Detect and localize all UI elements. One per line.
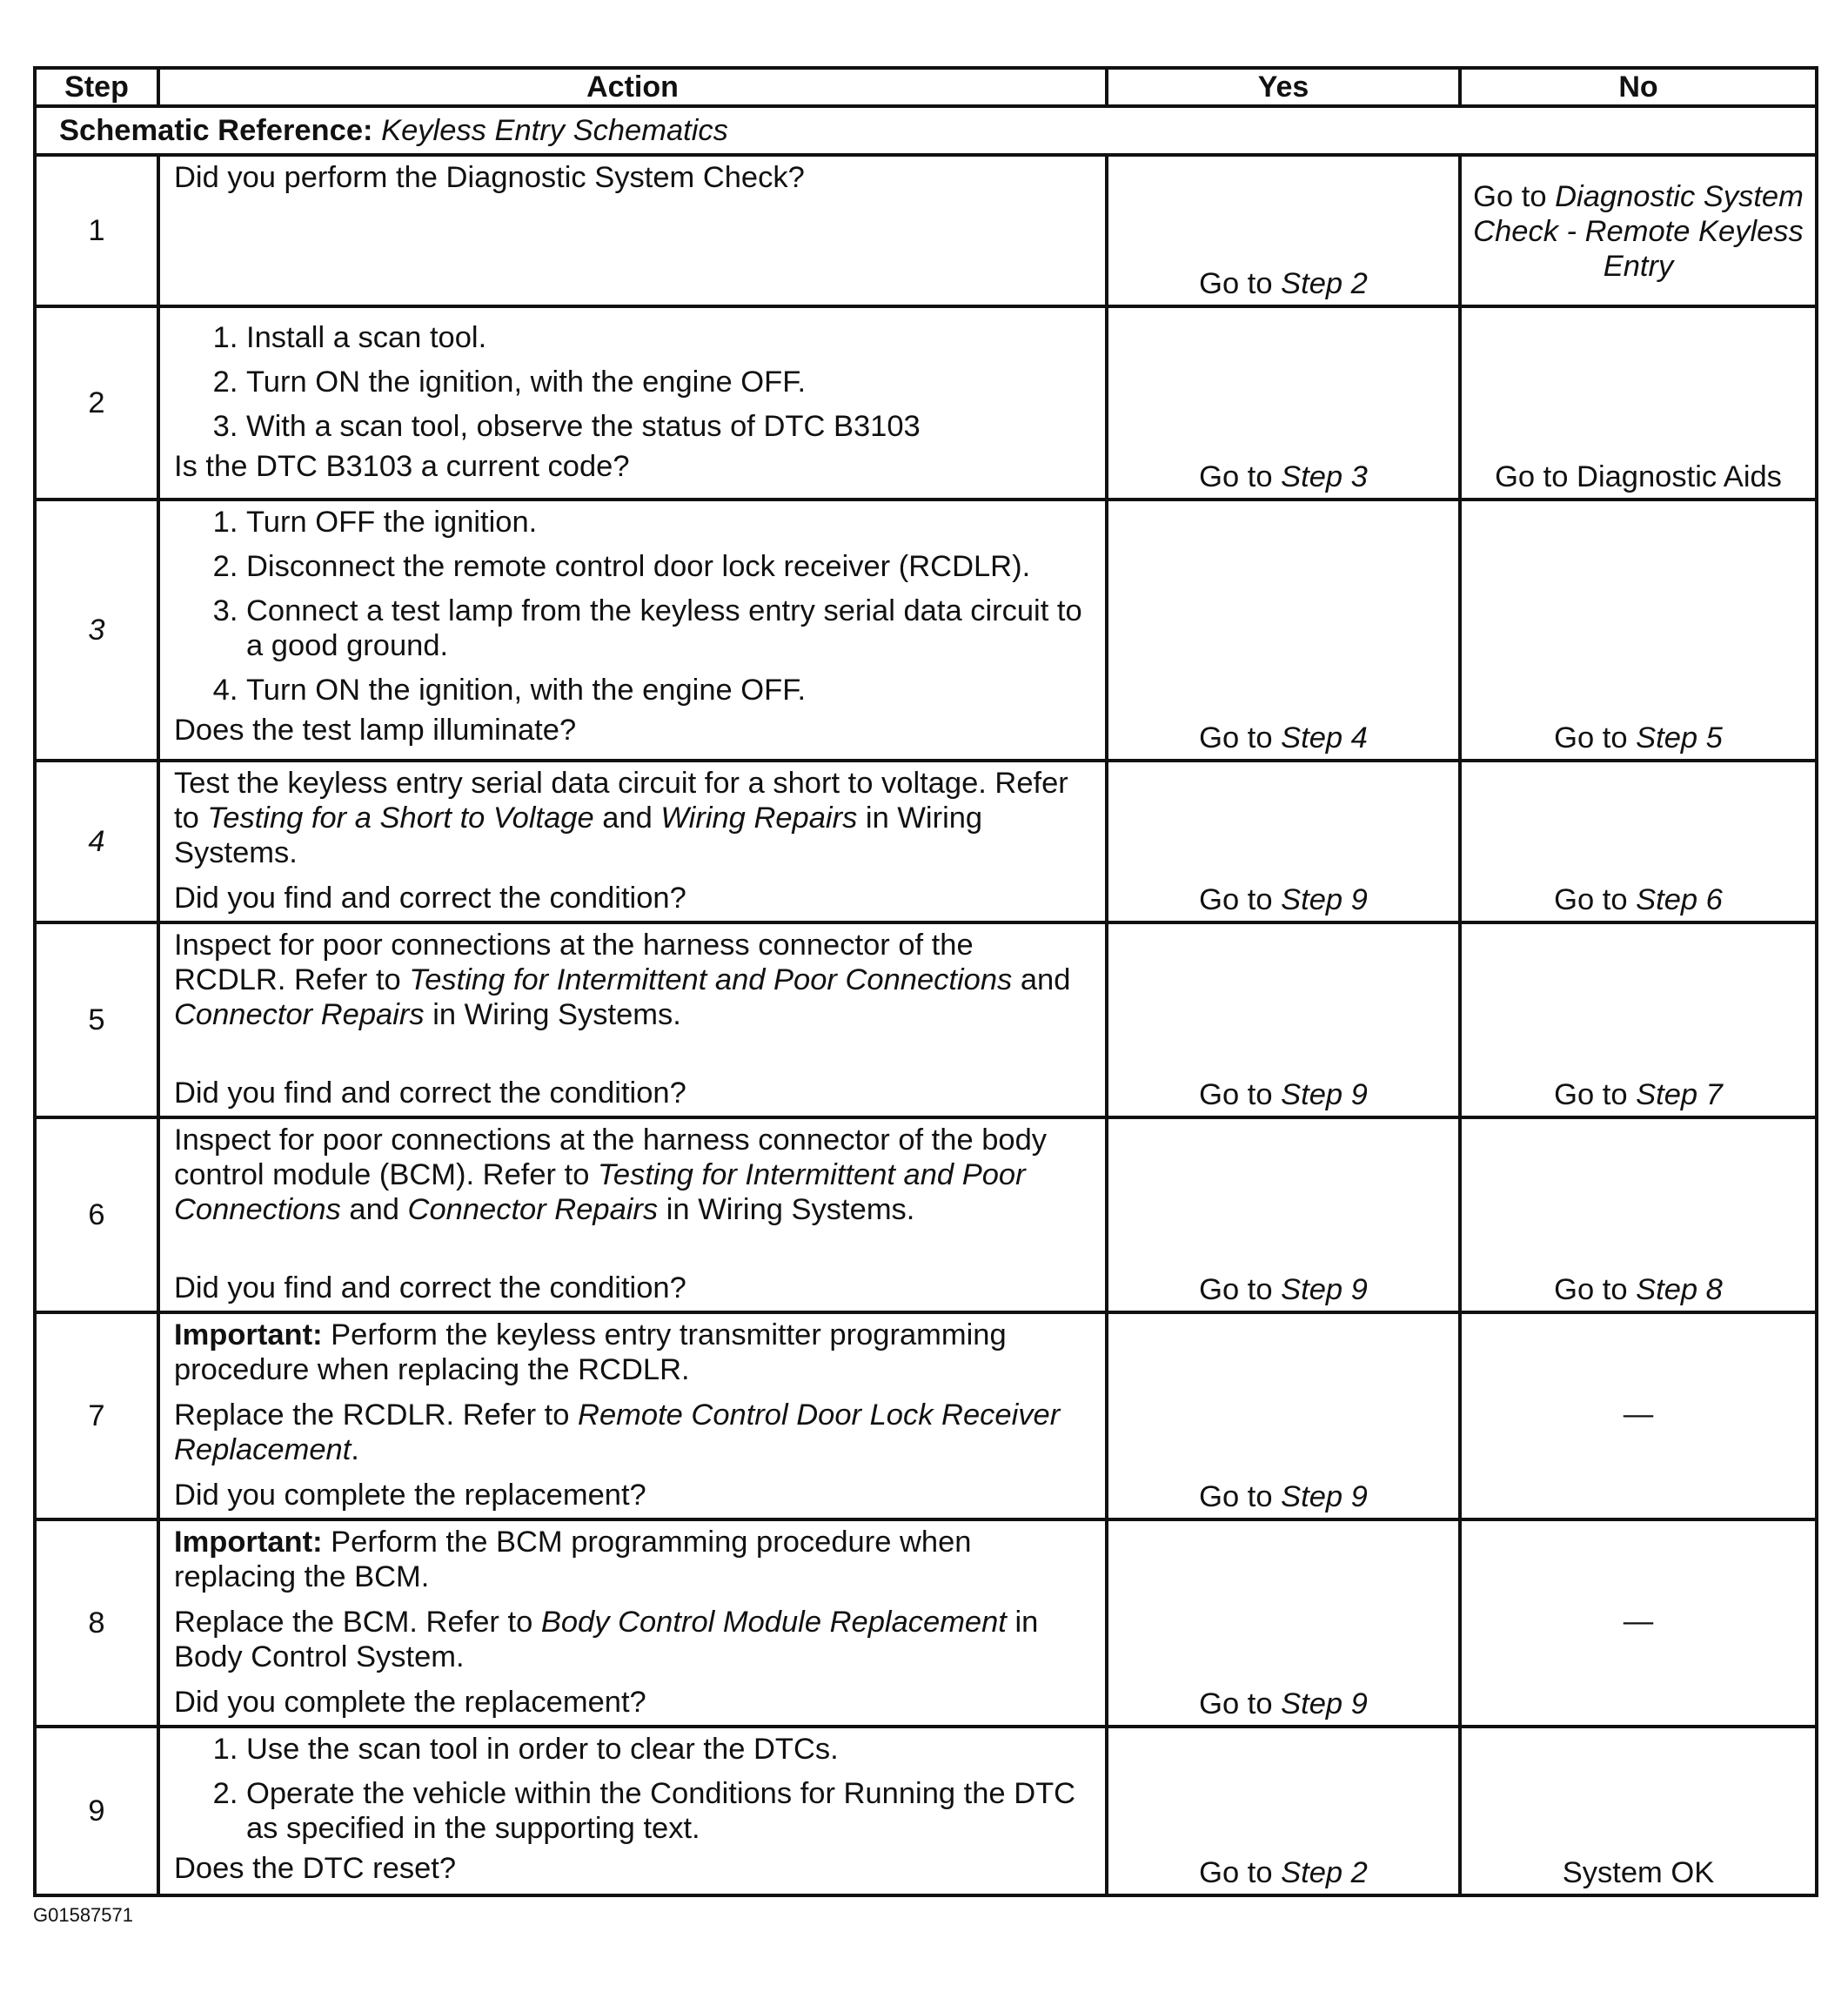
yes-step-link[interactable]: Step 9 xyxy=(1281,883,1368,916)
step-number: 7 xyxy=(35,1312,158,1519)
yes-cell xyxy=(1107,1519,1460,1727)
question-text: Does the test lamp illuminate? xyxy=(174,714,577,747)
yes-step-link[interactable]: Step 9 xyxy=(1281,1480,1368,1513)
yes-cell xyxy=(1107,1312,1460,1519)
yes-prefix: Go to xyxy=(1199,1078,1282,1111)
action-text-part: in Body Control System. xyxy=(174,1606,1039,1673)
action-text-part: Test the keyless entry serial data circuit for a short to voltage. Refer to xyxy=(174,767,1068,835)
header-step: Step xyxy=(35,68,158,106)
important-label: Important: xyxy=(174,1318,323,1351)
no-cell xyxy=(1460,1519,1817,1727)
action-cell xyxy=(158,155,1107,306)
question-text: Did you find and correct the condition? xyxy=(174,1271,686,1304)
action-text xyxy=(174,928,1093,1032)
header-no: No xyxy=(1460,68,1817,106)
action-text xyxy=(174,1605,1093,1674)
procedure-item: 3. Connect a test lamp from the keyless entry serial data circuit to a good ground. xyxy=(246,594,1093,663)
yes-prefix: Go to xyxy=(1199,460,1282,493)
yes-prefix: Go to xyxy=(1199,1687,1282,1720)
table-row xyxy=(35,155,1817,306)
action-text-part: and xyxy=(1012,963,1071,996)
action-text-part: and xyxy=(593,801,661,835)
table-row xyxy=(35,1519,1817,1727)
action-cell xyxy=(158,1727,1107,1895)
action-cell xyxy=(158,306,1107,500)
reference-link[interactable]: Connector Repairs xyxy=(407,1193,659,1226)
reference-link[interactable]: Testing for a Short to Voltage xyxy=(207,801,594,835)
no-prefix: Go to xyxy=(1554,1078,1637,1111)
no-step-link[interactable]: Step 8 xyxy=(1636,1273,1723,1306)
important-label: Important: xyxy=(174,1526,323,1559)
no-step-link[interactable]: Step 6 xyxy=(1636,883,1723,916)
header-action: Action xyxy=(158,68,1107,106)
reference-link[interactable]: Testing for Intermittent and Poor Connections xyxy=(174,1158,1026,1226)
no-cell xyxy=(1460,1727,1817,1895)
procedure-item: 1. Install a scan tool. xyxy=(246,320,1093,355)
yes-step-link[interactable]: Step 9 xyxy=(1281,1273,1368,1306)
question-text: Did you find and correct the condition? xyxy=(174,882,686,915)
procedure-list xyxy=(174,320,1093,444)
action-text-part: Replace the RCDLR. Refer to xyxy=(174,1398,579,1432)
yes-prefix: Go to xyxy=(1199,1480,1282,1513)
table-row xyxy=(35,1117,1817,1312)
yes-step-link[interactable]: Step 9 xyxy=(1281,1078,1368,1111)
reference-link[interactable]: Testing for Intermittent and Poor Connections xyxy=(409,963,1013,996)
action-text xyxy=(174,1398,1093,1467)
procedure-list xyxy=(174,505,1093,708)
action-text-part: in Wiring Systems. xyxy=(424,998,681,1031)
yes-cell xyxy=(1107,761,1460,922)
header-yes: Yes xyxy=(1107,68,1460,106)
procedure-list xyxy=(174,1732,1093,1846)
action-text-part: Inspect for poor connections at the harness connector of the body control module (BCM). Refer to xyxy=(174,1123,1048,1191)
procedure-item: 1. Turn OFF the ignition. xyxy=(246,505,1093,540)
question-text: Did you find and correct the condition? xyxy=(174,1076,686,1110)
figure-id: G01587571 xyxy=(33,1904,133,1926)
action-text-part: and xyxy=(340,1193,408,1226)
question-text: Is the DTC B3103 a current code? xyxy=(174,450,630,483)
table-row xyxy=(35,922,1817,1117)
yes-step-link[interactable]: Step 2 xyxy=(1281,267,1368,300)
reference-link[interactable]: Wiring Repairs xyxy=(660,801,858,835)
step-number: 3 xyxy=(35,500,158,761)
schematic-reference xyxy=(35,106,1817,155)
action-text xyxy=(174,1123,1093,1227)
action-text-part: . xyxy=(351,1433,359,1466)
table-row xyxy=(35,1727,1817,1895)
table-row xyxy=(35,306,1817,500)
no-cell xyxy=(1460,155,1817,306)
no-prefix: Go to xyxy=(1473,180,1556,213)
action-cell xyxy=(158,922,1107,1117)
question-text: Did you perform the Diagnostic System Check? xyxy=(174,161,805,194)
action-cell xyxy=(158,500,1107,761)
yes-cell xyxy=(1107,155,1460,306)
action-text-part: Replace the BCM. Refer to xyxy=(174,1606,541,1639)
no-prefix: Go to xyxy=(1554,1273,1637,1306)
step-number: 8 xyxy=(35,1519,158,1727)
diagnostic-table xyxy=(33,66,1818,1897)
procedure-item: 4. Turn ON the ignition, with the engine OFF. xyxy=(246,673,1093,708)
no-text[interactable]: Go to Diagnostic Aids xyxy=(1495,460,1782,493)
procedure-item: 2. Operate the vehicle within the Conditions for Running the DTC as specified in the supporting text. xyxy=(246,1776,1093,1846)
no-step-link[interactable]: Step 7 xyxy=(1636,1078,1723,1111)
table-row xyxy=(35,1312,1817,1519)
yes-step-link[interactable]: Step 4 xyxy=(1281,721,1368,754)
action-cell xyxy=(158,1312,1107,1519)
no-cell xyxy=(1460,306,1817,500)
step-number: 5 xyxy=(35,922,158,1117)
step-number: 4 xyxy=(35,761,158,922)
no-dash: — xyxy=(1623,1605,1654,1638)
important-text: Perform the keyless entry transmitter programming procedure when replacing the RCDLR. xyxy=(174,1318,1007,1386)
yes-prefix: Go to xyxy=(1199,1856,1282,1889)
action-text-part: Inspect for poor connections at the harness connector of the RCDLR. Refer to xyxy=(174,929,974,996)
schematic-reference-row xyxy=(35,106,1817,155)
important-text: Perform the BCM programming procedure when replacing the BCM. xyxy=(174,1526,972,1593)
yes-step-link[interactable]: Step 2 xyxy=(1281,1856,1368,1889)
action-text-part: in Wiring Systems. xyxy=(658,1193,915,1226)
no-step-link[interactable]: Diagnostic System Check - Remote Keyless Entry xyxy=(1473,180,1804,283)
yes-prefix: Go to xyxy=(1199,721,1282,754)
procedure-item: 2. Turn ON the ignition, with the engine OFF. xyxy=(246,365,1093,399)
important-note xyxy=(174,1318,1093,1387)
yes-step-link[interactable]: Step 3 xyxy=(1281,460,1368,493)
action-cell xyxy=(158,1519,1107,1727)
important-note xyxy=(174,1525,1093,1594)
no-step-link[interactable]: Step 5 xyxy=(1636,721,1723,754)
reference-link[interactable]: Remote Control Door Lock Receiver Replacement xyxy=(174,1398,1061,1466)
no-cell xyxy=(1460,1312,1817,1519)
step-number: 6 xyxy=(35,1117,158,1312)
yes-cell xyxy=(1107,1117,1460,1312)
question-text: Does the DTC reset? xyxy=(174,1852,457,1885)
schematic-reference-label: Schematic Reference: xyxy=(59,114,373,147)
table-row xyxy=(35,761,1817,922)
procedure-item: 3. With a scan tool, observe the status of DTC B3103 xyxy=(246,409,1093,444)
header-row xyxy=(35,68,1817,106)
procedure-item: 1. Use the scan tool in order to clear the DTCs. xyxy=(246,1732,1093,1767)
yes-cell xyxy=(1107,922,1460,1117)
no-cell xyxy=(1460,761,1817,922)
action-text xyxy=(174,766,1093,870)
step-number: 1 xyxy=(35,155,158,306)
no-cell xyxy=(1460,922,1817,1117)
yes-step-link[interactable]: Step 9 xyxy=(1281,1687,1368,1720)
step-number: 9 xyxy=(35,1727,158,1895)
question-text: Did you complete the replacement? xyxy=(174,1479,646,1512)
reference-link[interactable]: Connector Repairs xyxy=(174,998,425,1031)
action-cell xyxy=(158,1117,1107,1312)
yes-prefix: Go to xyxy=(1199,267,1282,300)
no-prefix: Go to xyxy=(1554,883,1637,916)
yes-prefix: Go to xyxy=(1199,1273,1282,1306)
action-text-part: in Wiring Systems. xyxy=(174,801,983,869)
no-text: System OK xyxy=(1562,1856,1715,1889)
reference-link[interactable]: Body Control Module Replacement xyxy=(540,1606,1007,1639)
step-number: 2 xyxy=(35,306,158,500)
question-text: Did you complete the replacement? xyxy=(174,1686,646,1719)
yes-prefix: Go to xyxy=(1199,883,1282,916)
no-dash: — xyxy=(1623,1398,1654,1431)
no-cell xyxy=(1460,1117,1817,1312)
action-cell xyxy=(158,761,1107,922)
procedure-item: 2. Disconnect the remote control door lock receiver (RCDLR). xyxy=(246,549,1093,584)
schematic-reference-link[interactable]: Keyless Entry Schematics xyxy=(381,114,728,147)
table-row xyxy=(35,500,1817,761)
no-cell xyxy=(1460,500,1817,761)
no-prefix: Go to xyxy=(1554,721,1637,754)
yes-cell xyxy=(1107,1727,1460,1895)
yes-cell xyxy=(1107,306,1460,500)
yes-cell xyxy=(1107,500,1460,761)
